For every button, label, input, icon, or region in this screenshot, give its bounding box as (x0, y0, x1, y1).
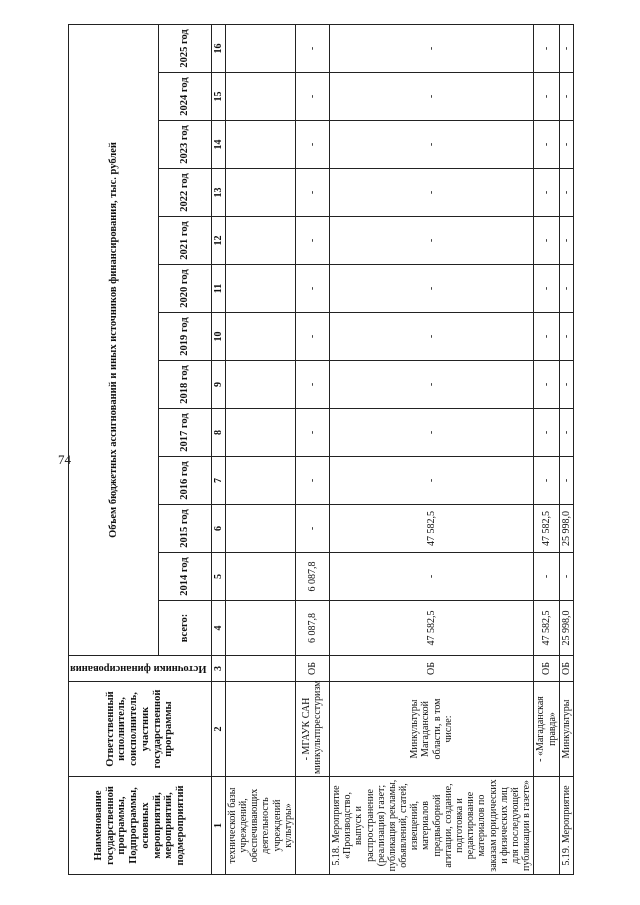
row-value: 47 582,5 (329, 505, 533, 553)
row-value: 47 582,5 (534, 505, 559, 553)
row-responsible: - «Магаданская правда» (534, 682, 559, 777)
row-value: - (534, 217, 559, 265)
row-value (225, 217, 295, 265)
row-value (225, 361, 295, 409)
row-value: - (295, 457, 329, 505)
row-value (225, 121, 295, 169)
col-number: 6 (211, 505, 225, 553)
header-name: Наименование государственной программы, Подпрограммы, основных мероприятий, мероприятий, подмероприятий (69, 777, 212, 875)
row-value: - (534, 313, 559, 361)
row-value: 25 998,0 (559, 505, 573, 553)
row-value: - (559, 553, 573, 601)
col-number: 16 (211, 24, 225, 72)
table-row (329, 24, 533, 874)
row-value: - (295, 409, 329, 457)
col-number: 2 (211, 682, 225, 777)
header-volume: Объем бюджетных ассигнований и иных источников финансирования, тыс. рублей (69, 24, 159, 655)
col-number: 14 (211, 121, 225, 169)
row-value: - (559, 409, 573, 457)
row-source: ОБ (295, 656, 329, 682)
row-source: ОБ (559, 656, 573, 682)
row-value: - (559, 361, 573, 409)
col-number: 5 (211, 553, 225, 601)
row-total (225, 601, 295, 656)
row-value: - (295, 121, 329, 169)
row-value (225, 553, 295, 601)
row-total: 47 582,5 (534, 601, 559, 656)
row-value: - (295, 265, 329, 313)
col-number: 3 (211, 656, 225, 682)
row-value (225, 505, 295, 553)
row-value: - (534, 361, 559, 409)
row-value: - (559, 24, 573, 72)
row-name: 5.18. Мероприятие «Производство, выпуск и распространение (реализация) газет; публикация рекламы, объявлений, статей, извещений, материалов предвыборной агитации, создание, подготовка и редактирование материалов по заказам юридических и физических лиц для последующей публикации в газете» (329, 777, 533, 875)
row-source: ОБ (329, 656, 533, 682)
year-2017: 2017 год (159, 409, 211, 457)
total-label: всего: (159, 601, 211, 656)
row-value: - (534, 24, 559, 72)
row-value: - (534, 73, 559, 121)
header-source-label: Источники финансирования (70, 663, 207, 675)
row-value: - (329, 265, 533, 313)
row-value (225, 409, 295, 457)
row-value (225, 169, 295, 217)
year-2022: 2022 год (159, 169, 211, 217)
row-value: - (534, 169, 559, 217)
year-2020: 2020 год (159, 265, 211, 313)
year-2015: 2015 год (159, 505, 211, 553)
row-value (225, 457, 295, 505)
row-value: - (534, 553, 559, 601)
column-number-row (211, 24, 225, 874)
header-responsible: Ответственный исполнитель, соисполнитель, участник государственной программы (69, 682, 212, 777)
row-value: - (534, 409, 559, 457)
row-value: - (329, 553, 533, 601)
year-2019: 2019 год (159, 313, 211, 361)
table-row (225, 24, 295, 874)
table-row (559, 24, 573, 874)
rotated-table-container (68, 25, 640, 875)
row-total: 25 998,0 (559, 601, 573, 656)
row-value: - (295, 313, 329, 361)
row-total: 6 087,8 (295, 601, 329, 656)
row-value: - (329, 121, 533, 169)
header-source (69, 656, 212, 682)
year-2016: 2016 год (159, 457, 211, 505)
row-value: 6 087,8 (295, 553, 329, 601)
year-2024: 2024 год (159, 73, 211, 121)
row-responsible (225, 682, 295, 777)
row-value: - (329, 361, 533, 409)
row-value (225, 73, 295, 121)
row-value: - (559, 121, 573, 169)
row-responsible: - МГАУК САН минкультпресстуризм (295, 682, 329, 777)
year-2014: 2014 год (159, 553, 211, 601)
row-source (225, 656, 295, 682)
row-value: - (329, 73, 533, 121)
year-2025: 2025 год (159, 24, 211, 72)
row-name: технической базы учреждений, обеспечивающих деятельность учреждений культуры» (225, 777, 295, 875)
row-value: - (295, 361, 329, 409)
col-number: 7 (211, 457, 225, 505)
row-value (225, 24, 295, 72)
year-2018: 2018 год (159, 361, 211, 409)
page-number: 74 (58, 452, 71, 467)
row-value: - (295, 73, 329, 121)
year-2023: 2023 год (159, 121, 211, 169)
row-value: - (295, 24, 329, 72)
year-2021: 2021 год (159, 217, 211, 265)
row-value: - (295, 217, 329, 265)
row-value: - (534, 457, 559, 505)
row-value: - (295, 169, 329, 217)
col-number: 9 (211, 361, 225, 409)
col-number: 10 (211, 313, 225, 361)
row-value: - (329, 457, 533, 505)
table-row (295, 24, 329, 874)
row-responsible: Минкультуры (559, 682, 573, 777)
row-value: - (329, 24, 533, 72)
row-name: 5.19. Мероприятие (559, 777, 573, 875)
col-number: 12 (211, 217, 225, 265)
row-value: - (559, 313, 573, 361)
table-row (534, 24, 559, 874)
row-value: - (559, 217, 573, 265)
row-responsible: Минкультуры Магаданской области, в том числе: (329, 682, 533, 777)
row-name (295, 777, 329, 875)
row-value (225, 265, 295, 313)
row-value: - (329, 409, 533, 457)
col-number: 11 (211, 265, 225, 313)
row-value (225, 313, 295, 361)
row-value: - (534, 121, 559, 169)
row-name (534, 777, 559, 875)
row-value: - (329, 169, 533, 217)
row-value: - (329, 313, 533, 361)
col-number: 8 (211, 409, 225, 457)
row-value: - (329, 217, 533, 265)
funding-table (68, 24, 574, 875)
col-number: 15 (211, 73, 225, 121)
col-number: 13 (211, 169, 225, 217)
row-value: - (559, 169, 573, 217)
row-total: 47 582,5 (329, 601, 533, 656)
row-value: - (295, 505, 329, 553)
row-value: - (534, 265, 559, 313)
row-value: - (559, 265, 573, 313)
row-value: - (559, 73, 573, 121)
col-number: 1 (211, 777, 225, 875)
row-source: ОБ (534, 656, 559, 682)
row-value: - (559, 457, 573, 505)
col-number: 4 (211, 601, 225, 656)
